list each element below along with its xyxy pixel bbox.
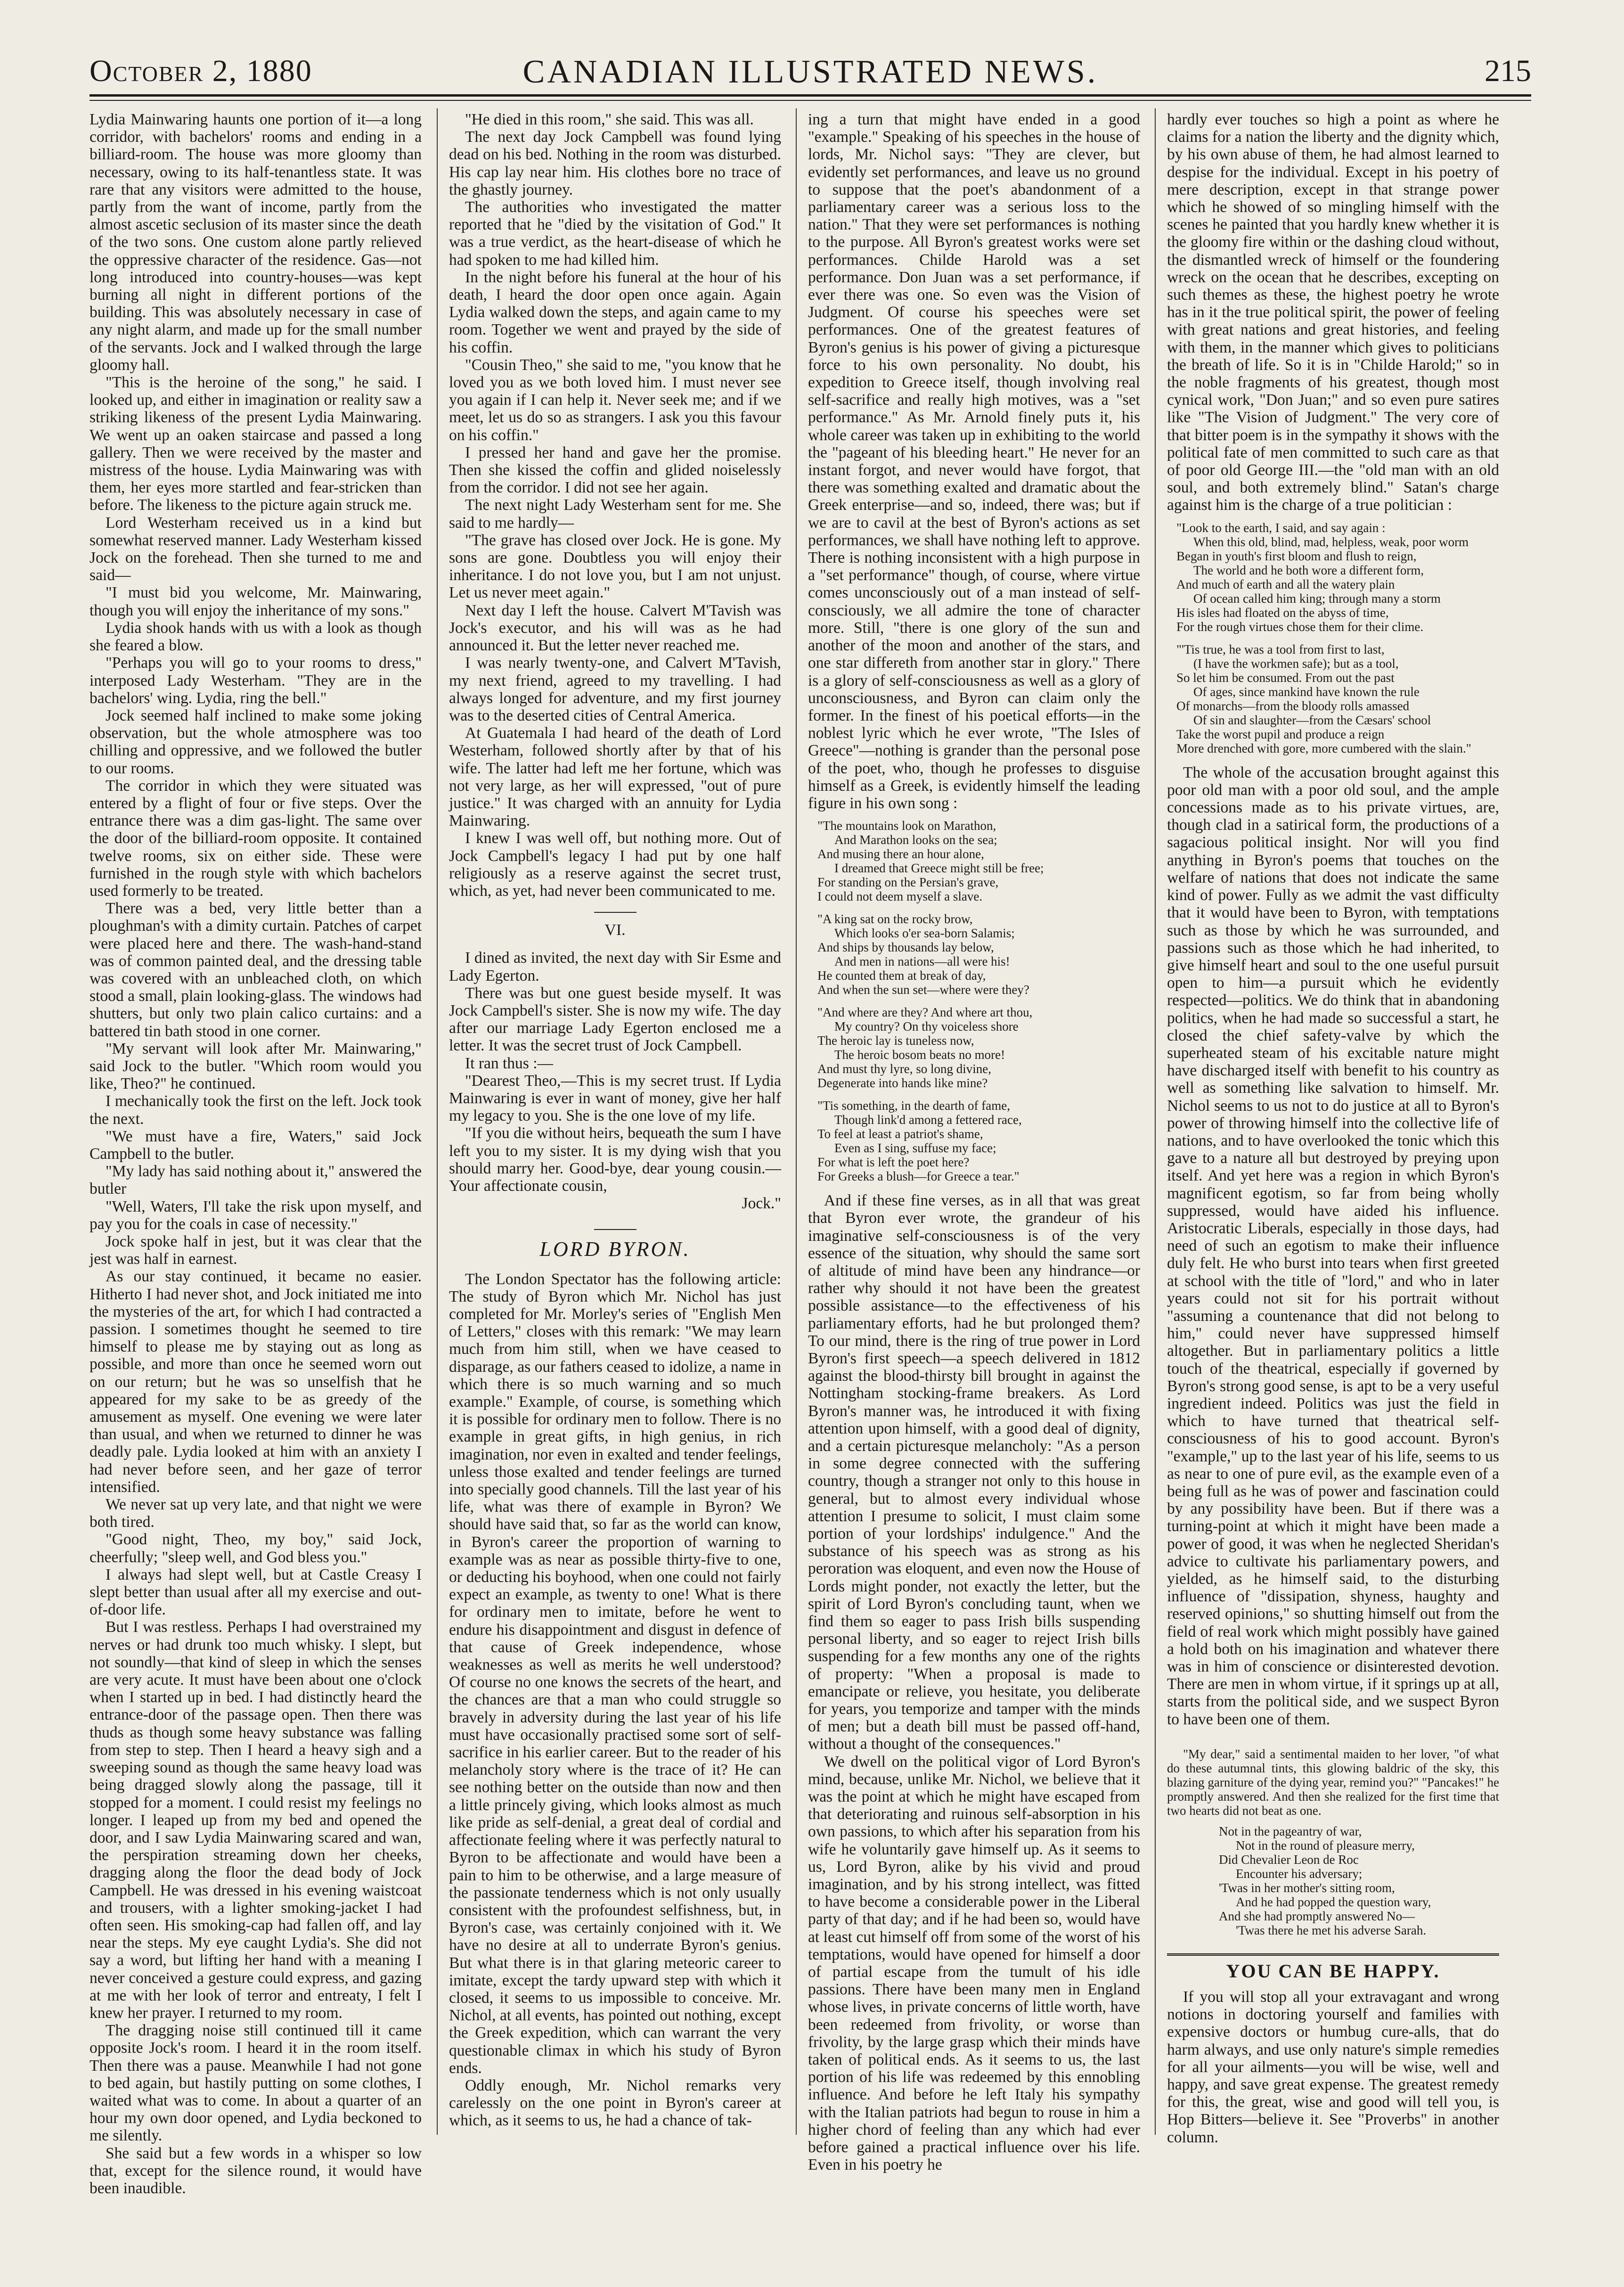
verse-line: And Marathon looks on the sea; [834,833,997,847]
paragraph: "We must have a fire, Waters," said Jock Campbell to the butler. [90,1127,422,1163]
poem-isles-of-greece [817,819,1140,1183]
stanza [817,1005,1140,1090]
paragraph: I always had slept well, but at Castle Creasy I slept better than usual after all my exercise and out-of-door life. [90,1566,422,1619]
verse-line: Even as I sing, suffuse my face; [834,1141,996,1156]
paragraph: ing a turn that might have ended in a good "example." Speaking of his speeches in the house of lords, Mr. Nichol says: "They are clever, but evidently set performances, and leave us no ground to suppose that the poet's abandonment of a parliamentary career was a serious loss to the nation." That they were set performances is nothing to the purpose. All Byron's greatest works were set performances. Childe Harold was a set performance. Don Juan was a set performance, if ever there was one. So even was the Vision of Judgment. Of course his speeches were set performances. One of the greatest features of Byron's genius is his power of giving a picturesque force to his own personality. No doubt, his expedition to Greece itself, though involving real self-sacrifice and really high motives, was a "set performance." As Mr. Arnold finely puts it, his whole career was taken up in exhibiting to the world the "pageant of his bleeding heart." He never for an instant forgot, and never would have forgot, that there was something exalted and dramatic about the Greek enterprise—and so, indeed, there was; but if we are to cavil at the best of Byron's actions as set performances, we shall have nothing left to approve. There is nothing inconsistent with a high purpose in a "set performance" though, of course, where virtue comes unconsciously out of a man instead of self-consciously, we all admire the tone of character more. Still, "there is one glory of the sun and another of the moon and another of the stars, and one star differeth from another star in glory." There is a glory of self-consciousness as well as a glory of unconsciousness, and Byron can claim only the former. In the finest of his poetical efforts—in the noblest lyric which he ever wrote, "The Isles of Greece"—nothing is grander than the personal pose of the poet, who, though he professes to disguise himself as a Greek, is evidently himself the leading figure in his own song : [808,111,1140,812]
advertisement-title: YOU CAN BE HAPPY. [1167,1953,1499,1980]
paragraph: We dwell on the political vigor of Lord Byron's mind, because, unlike Mr. Nichol, we believe that it was the point at which he might have escaped from that deteriorating and ruinous self-absorption in his own passions, to which after his separation from his wife he voluntarily gave himself up. As it seems to us, Lord Byron, alike by his vivid and proud imagination, and by his strong intellect, was fitted to have become a considerable power in the Liberal party of that day; and if he had been so, would have at least cut himself off from some of the worst of his temptations, would have opened for himself a door of partial escape from the tumult of his idle passions. There have been many men in England whose lives, in private concerns of little worth, have been redeemed from frivolity, or worse than frivolity, by the large grasp which their minds have taken of political ends. As it seems to us, the last portion of his life was redeemed by this ennobling influence. And before he left Italy his sympathy with the Italian patriots had begun to rouse in him a higher chord of feeling than any which had ever before gained a practical influence over his life. Even in his poetry he [808,1753,1140,2174]
stanza [817,1098,1140,1183]
verse-line: Encounter his adversary; [1236,1866,1363,1881]
verse-line: For the rough virtues chose them for their clime. [1176,619,1424,634]
section-number: VI. [449,912,781,939]
paragraph: "If you die without heirs, bequeath the sum I have left you to my sister. It is my dying wish that you should marry her. Good-bye, dear young cousin.—Your affectionate cousin, [449,1124,781,1195]
verse-line: "Tis something, in the dearth of fame, [817,1098,1010,1113]
verse-line: For standing on the Persian's grave, [817,875,999,890]
verse-line: And must thy lyre, so long divine, [817,1062,991,1076]
paragraph: And if these fine verses, as in all that was great that Byron ever wrote, the grandeur of his imaginative self-consciousness is of the very essence of the situation, why should the same sort of altitude of mind have been any hindrance—or rather why should it not have been the greatest possible assistance—to the effectiveness of his parliamentary efforts, had he but prolonged them? To our mind, there is the ring of true power in Lord Byron's first speech—a speech delivered in 1812 against the blood-thirsty bill brought in against the Nottingham stocking-frame breakers. As Lord Byron's manner was, he introduced it with fixing attention upon himself, with a good deal of dignity, and a certain picturesque melancholy: "As a person in some degree connected with the suffering country, though a stranger not only to this house in general, but to almost every individual whose attention I presume to solicit, I must claim some portion of your lordships' indulgence." And the substance of his speech was as strong as his peroration was eloquent, and even now the House of Lords might ponder, not exactly the letter, but the spirit of Lord Byron's concluding taunt, when we find them so eager to pass Irish bills suspending personal liberty, and so eager to reject Irish bills suspending for a few months any one of the rights of property: "When a proposal is made to emancipate or relieve, you hesitate, you deliberate for years, you temporize and tamper with the minds of men; but a death bill must be passed off-hand, without a thought of the consequences." [808,1192,1140,1753]
paragraph: The London Spectator has the following article: The study of Byron which Mr. Nichol has just completed for Mr. Morley's series of "English Men of Letters," closes with this remark: "We may learn much from him still, when we have ceased to disparage, as our fathers ceased to idolize, a name in which there is so much warning and so much example." Example, of course, is something which it is possible for ordinary men to follow. There is no example in great gifts, in high genius, in rich imagination, nor even in exalted and tender feelings, unless those exalted and tender feelings are turned into specially good channels. Till the last year of his life, what was there of example in Byron? We should have said that, so far as the world can know, in Byron's career the proportion of warning to example was as near as possible thirty-five to one, or deducting his boyhood, when one could not fairly expect an example, as twenty to one! What is there for ordinary men to imitate, before he went to endure his disappointment and disgust in defence of that cause of Greek independence, whose weaknesses as well as merits he well understood? Of course no one knows the secrets of the heart, and the chances are that a man who could struggle so bravely in adversity during the last year of his life must have occasionally practised some sort of self-sacrifice in his earlier career. But to the reader of his melancholy story where is the trace of it? He can see nothing better on the outside than now and then a little princely giving, which looks almost as much like pride as self-denial, a great deal of cordial and affectionate feeling where it was perfectly natural to Byron to be affectionate and would have been a pain to him to be otherwise, and a large measure of the passionate tenderness which is not only usually consistent with the profoundest selfishness, but, in Byron's case, was certainly conjoined with it. We have no desire at all to underrate Byron's genius. But what there is in that glaring meteoric career to imitate, except the tardy upward step with which it closed, it seems to us impossible to conceive. Mr. Nichol, at all events, has pointed out nothing, except the Greek expedition, which can warrant the very questionable climax in which his study of Byron ends. [449,1270,781,2077]
paragraph: "Perhaps you will go to your rooms to dress," interposed Lady Westerham. "They are in the bachelors' wing. Lydia, ring the bell." [90,654,422,707]
verse-line: Did Chevalier Leon de Roc [1219,1852,1359,1867]
verse-line: To feel at least a patriot's shame, [817,1127,983,1141]
verse-line: Of ages, since mankind have known the rule [1193,684,1420,699]
page-number: 215 [1485,54,1531,88]
column-4 [1167,111,1499,2146]
verse-line: Of monarchs—from the bloody rolls amassed [1176,698,1410,713]
verse-line: "And where are they? And where art thou, [817,1005,1033,1020]
paragraph: The whole of the accusation brought against this poor old man with a poor old soul, and the ample concessions made as to his private virtues, are, though clad in a satirical form, the productions of a sagacious political insight. Nor will you find anything in Byron's poems that touches on the welfare of nations that does not indicate the same kind of power. Fully as we admit the vast difficulty that it would have been to Byron, with temptations such as those by which he was surrounded, and passions such as those which he had inherited, to give himself heart and soul to the one useful pursuit open to him—a pursuit which he evidently respected—politics. We do think that in abandoning politics, when he had made so successful a start, he closed the chief safety-valve by which the superheated steam of his excitable nature might have discharged itself with benefit to his country as well as something like salvation to himself. Mr. Nichol seems to us not to do justice at all to Byron's power of throwing himself into the collective life of nations, and to have overlooked the tonic which this gave to a nature all but destroyed by preying upon itself. And yet here was a region in which Byron's magnificent egotism, so far from being wholly suppressed, would have aided his influence. Aristocratic Liberals, especially in those days, had need of such an egotism to make their influence duly felt. He who burst into tears when first greeted at school with the title of "lord," and who in later years could not sit for his portrait without "assuming a countenance that did not belong to him," could never have suppressed himself altogether. But in parliamentary politics a little touch of the theatrical, especially if governed by Byron's strong good sense, is apt to be a very useful ingredient indeed. Politics was just the field in which to have turned that theatrical self-consciousness of his to good account. Byron's "example," up to the last year of his life, seems to us as near to one of pure evil, as the example even of a being full as he was of power and fascination could by any possibility have been. But if there was a turning-point at which it might have been made a power of good, it was when he neglected Sheridan's advice to cultivate his parliamentary powers, and yielded, as he himself said, to the disturbing influence of "dissipation, shyness, haughty and reserved opinions," so shutting himself out from the field of real work which might possibly have gained a hold both on his imagination and whatever there was in him of conscience or disinterested devotion. There are men in whom virtue, if it springs up at all, starts from the political side, and we suspect Byron to have been one of them. [1167,763,1499,1728]
verse-line: Not in the round of pleasure merry, [1236,1838,1415,1853]
paragraph: "I must bid you welcome, Mr. Mainwaring, though you will enjoy the inheritance of my sons." [90,584,422,619]
paragraph: "Dearest Theo,—This is my secret trust. If Lydia Mainwaring is ever in want of money, give her half my legacy to you. She is the one love of my life. [449,1072,781,1125]
paragraph: She said but a few words in a whisper so low that, except for the silence round, it would have been inaudible. [90,2144,422,2197]
page-header [90,49,1531,90]
paragraph: Oddly enough, Mr. Nichol remarks very carelessly on the one point in Byron's career at which, as it seems to us, he had a chance of tak- [449,2076,781,2130]
stanza [817,819,1140,903]
verse-line: So let him be consumed. From out the past [1176,670,1395,685]
paragraph: But I was restless. Perhaps I had overstrained my nerves or had drunk too much whisky. I slept, but not soundly—that kind of sleep in which the senses are very acute. It must have been about one o'clock when I started up in bed. I had distinctly heard the entrance-door of the passage open. Then there was thuds as though some heavy substance was falling from step to step. Then I heard a heavy sigh and a sweeping sound as though the same heavy load was being dragged slowly along the passage, till it stopped for a moment. I could resist my feelings no longer. I leaped up from my bed and opened the door, and I saw Lydia Mainwaring scared and wan, the perspiration streaming down her cheeks, dragging along the floor the dead body of Jock Campbell. He was dressed in his evening waistcoat and trousers, with a lighter smoking-jacket I had often seen. His smoking-cap had fallen off, and lay near the steps. My eye caught Lydia's. She did not say a word, but lifting her hand with a meaning I never conceived a gesture could express, and gazing at me with her look of terror and entreaty, I felt I knew her prayer. I returned to my room. [90,1618,422,2022]
verse-line: 'Twas in her mother's sitting room, [1219,1880,1395,1895]
verse-line: His isles had floated on the abyss of time, [1176,605,1389,620]
verse-line: Not in the pageantry of war, [1219,1824,1362,1838]
verse-line: (I have the workmen safe); but as a tool, [1193,656,1399,671]
verse-line: I could not deem myself a slave. [817,889,983,904]
article-title: LORD BYRON. [449,1229,781,1258]
paragraph: The corridor in which they were situated was entered by a flight of four or five steps. Over the entrance there was a dim gas-light. The same over the door of the billiard-room opposite. It contained twelve rooms, six on either side. These were furnished in the rough style with which bachelors used formerly to be treated. [90,777,422,900]
paragraph: "My servant will look after Mr. Mainwaring," said Jock to the butler. "Which room would you like, Theo?" he continued. [90,1040,422,1093]
verse-line: I dreamed that Greece might still be free; [834,861,1044,876]
paragraph: In the night before his funeral at the hour of his death, I heard the door open once again. Again Lydia walked down the steps, and again came to my room. Together we went and prayed by the side of his coffin. [449,268,781,356]
verse-line: The world and he both wore a different form, [1193,563,1424,577]
verse-line: The heroic lay is tuneless now, [817,1033,974,1048]
paragraph: At Guatemala I had heard of the death of Lord Westerham, followed shortly after by that of his wife. The latter had left me her fortune, which was not very large, as her will expressed, "out of pure justice." It was charged with an annuity for Lydia Mainwaring. [449,724,781,830]
paragraph: I pressed her hand and gave her the promise. Then she kissed the coffin and glided noiselessly from the corridor. I did not see her again. [449,443,781,497]
paragraph: hardly ever touches so high a point as where he claims for a nation the liberty and the dignity which, by his own abuse of them, he had almost learned to despise for the individual. Except in his poetry of mere description, except in that strange power which he showed of so mingling himself with the scenes he painted that you hardly knew whether it is the gloomy fire within or the dashing cloud without, the dismantled wreck of himself or the foundering wreck on the ocean that he describes, excepting on such themes as these, the highest poetry he wrote has in it the true political spirit, the power of feeling with great nations and great histories, and feeling with them, in the manner which gives to politicians the breath of life. So it is in "Childe Harold;" so in the noble fragments of his greatest, though most cynical work, "Don Juan;" and so even pure satires like "The Vision of Judgment." The very core of that bitter poem is in the sympathy it shows with the political fate of men committed to such care as that of poor old George III.—the "old man with an old soul, and both extremely blind." Satan's charge against him is the charge of a true politician : [1167,111,1499,514]
paragraph: There was but one guest beside myself. It was Jock Campbell's sister. She is now my wife. The day after our marriage Lady Egerton enclosed me a letter. It was the secret trust of Jock Campbell. [449,984,781,1055]
anecdote: "My dear," said a sentimental maiden to her lover, "of what do these autumnal tints, this glowing baldric of the sky, this blazing garniture of the dying year, remind you?" "Pancakes!" he promptly answered. And then she realized for the first time that two hearts did not beat as one. [1167,1746,1499,1818]
paragraph: "Well, Waters, I'll take the risk upon myself, and pay you for the coals in case of necessity." [90,1197,422,1233]
column-1 [90,111,422,2197]
stanza [817,912,1140,997]
paragraph: It ran thus :— [465,1054,554,1072]
paragraph: The next day Jock Campbell was found lying dead on his bed. Nothing in the room was disturbed. His cap lay near him. His clothes bore no trace of the ghastly journey. [449,128,781,198]
paragraph: "The grave has closed over Jock. He is gone. My sons are gone. Doubtless you will enjoy their inheritance. I do not love you, but I am not unjust. Let us never meet again." [449,531,781,602]
verse-line: And ships by thousands lay below, [817,940,994,955]
poem-vision-of-judgment [1176,521,1499,755]
signature: Jock." [742,1195,781,1213]
paragraph: Jock spoke half in jest, but it was clear that the jest was half in earnest. [90,1233,422,1268]
stanza [1176,642,1499,755]
verse-line: Of sin and slaughter—from the Cæsars' school [1193,713,1431,727]
verse-line: Take the worst pupil and produce a reign [1176,727,1385,741]
verse-line: 'Twas there he met his adverse Sarah. [1236,1923,1427,1937]
column-divider [796,108,797,2135]
verse-line: "The mountains look on Marathon, [817,819,996,833]
paragraph: The dragging noise still continued till it came opposite Jock's room. I heard it in the room itself. Then there was a pause. Meanwhile I had not gone to bed again, but hastily putting on some clothes, I waited what was to come. In about a quarter of an hour my own door opened, and Lydia beckoned to me silently. [90,2022,422,2145]
verse-line: And he had popped the question wary, [1236,1894,1431,1909]
paragraph: "Cousin Theo," she said to me, "you know that he loved you as we both loved him. I must never see you again if I can help it. Never seek me; and if we meet, let us do so as strangers. I ask you this favour on his coffin." [449,356,781,444]
paragraph: Jock seemed half inclined to make some joking observation, but the whole atmosphere was too chilling and oppressive, and we followed the butler to our rooms. [90,706,422,777]
verse-line: And men in nations—all were his! [834,954,1010,969]
verse-line: More drenched with gore, more cumbered with the slain." [1176,741,1471,755]
paragraph: Lydia Mainwaring haunts one portion of it—a long corridor, with bachelors' rooms and ending in a billiard-room. The house was more gloomy than necessary, owing to its half-tenantless state. It was rare that any visitors were admitted to the house, partly from the want of income, partly from the almost ascetic seclusion of its master since the death of the two sons. One custom alone partly relieved the oppressive character of the residence. Gas—not long introduced into country-houses—was kept burning all night in different portions of the building. This was absolutely necessary in case of any night alarm, and made up for the small number of the servants. Jock and I walked through the large gloomy hall. [90,111,422,374]
paragraph: The authorities who investigated the matter reported that he "died by the visitation of God." It was a true verdict, as the heart-disease of which he had spoken to me had killed him. [449,198,781,269]
paragraph: Next day I left the house. Calvert M'Tavish was Jock's executor, and his will was as he had announced it. But the letter never reached me. [449,601,781,655]
header-rule-thin [90,100,1531,101]
column-divider [1155,108,1156,2135]
issue-date: October 2, 1880 [90,54,312,88]
verse-line: Degenerate into hands like mine? [817,1076,988,1090]
paragraph: "This is the heroine of the song," he said. I looked up, and either in imagination or reality saw a striking likeness of the present Lydia Mainwaring. We went up an oaken staircase and passed a long gallery. Then we were received by the master and mistress of the house. Lydia Mainwaring was with them, her eyes more startled and fear-stricken than before. The likeness to the picture again struck me. [90,374,422,514]
verse-line: "Look to the earth, I said, and say again : [1176,520,1386,535]
paragraph: As our stay continued, it became no easier. Hitherto I had never shot, and Jock initiated me into the mysteries of the art, for which I had contracted a passion. I sometimes thought he seemed to tire himself to please me by staying out as long as possible, and more than once he seemed worn out on our return; but he was so unselfish that he appeared for my sake to be as greedy of the amusement as myself. One evening we were later than usual, and when we returned to dinner he was deadly pale. Lydia looked at him with an anxiety I had never before seen, and her gaze of terror intensified. [90,1268,422,1496]
verse-line: "A king sat on the rocky brow, [817,912,973,926]
verse-line: For what is left the poet here? [817,1155,970,1170]
verse-line: For Greeks a blush—for Greece a tear." [817,1169,1020,1184]
paragraph: I dined as invited, the next day with Sir Esme and Lady Egerton. [449,949,781,984]
comic-verse [1219,1824,1499,1937]
verse-line: He counted them at break of day, [817,968,986,983]
verse-line: Though link'd among a fettered race, [834,1113,1022,1127]
paragraph: Lord Westerham received us in a kind but somewhat reserved manner. Lady Westerham kissed Jock on the forehead. Then she turned to me and said— [90,514,422,584]
paragraph: I was nearly twenty-one, and Calvert M'Tavish, my next friend, agreed to my travelling. I had always longed for adventure, and my first journey was to the deserted cities of Central America. [449,654,781,724]
verse-line: When this old, blind, mad, helpless, weak, poor worm [1193,534,1469,549]
paragraph: I knew I was well off, but nothing more. Out of Jock Campbell's legacy I had put by one half religiously as a reserve against the secret trust, which, as yet, had never been communicated to me. [449,829,781,900]
verse-line: And musing there an hour alone, [817,847,984,861]
verse-line: And she had promptly answered No— [1219,1909,1415,1923]
paragraph: We never sat up very late, and that night we were both tired. [90,1496,422,1531]
paragraph: "He died in this room," she said. This was all. [465,111,754,128]
verse-line: And when the sun set—where were they? [817,983,1029,997]
verse-line: Of ocean called him king; through many a storm [1193,591,1441,606]
verse-line: The heroic bosom beats no more! [834,1048,1005,1062]
column-divider [437,108,438,2135]
column-3 [808,111,1140,2174]
verse-line: Which looks o'er sea-born Salamis; [834,926,1015,941]
paragraph: The next night Lady Westerham sent for me. She said to me hardly— [449,496,781,532]
paragraph: "My lady has said nothing about it," answered the butler [90,1163,422,1198]
paragraph: I mechanically took the first on the left. Jock took the next. [90,1092,422,1128]
paragraph: Lydia shook hands with us with a look as though she feared a blow. [90,619,422,655]
header-rule-thick [90,94,1531,97]
advertisement-text: If you will stop all your extravagant and wrong notions in doctoring yourself and families with expensive doctors or humbug cure-alls, that do harm always, and use only nature's simple remedies for all your ailments—you will be wise, well and happy, and save great expense. The greatest remedy for this, the great, wise and good will tell you, is Hop Bitters—believe it. See "Proverbs" in another column. [1167,1988,1499,2146]
verse-line: My country? On thy voiceless shore [834,1019,1019,1034]
verse-line: "'Tis true, he was a tool from first to last, [1176,642,1385,656]
paragraph: "Good night, Theo, my boy," said Jock, cheerfully; "sleep well, and God bless you." [90,1531,422,1566]
column-2 [449,111,781,2137]
verse-line: Began in youth's first bloom and flush to reign, [1176,549,1417,563]
verse-line: And much of earth and all the watery plain [1176,577,1395,591]
stanza [1176,521,1499,634]
paragraph: There was a bed, very little better than a ploughman's with a dimity curtain. Patches of carpet were placed here and there. The wash-hand-stand was of common painted deal, and the dressing table was covered with an unbleached cloth, on which stood a small, plain looking-glass. The windows had shutters, but only two plain calico curtains: and a battered tin bath stood in one corner. [90,900,422,1040]
masthead-title: CANADIAN ILLUSTRATED NEWS. [522,54,1098,90]
